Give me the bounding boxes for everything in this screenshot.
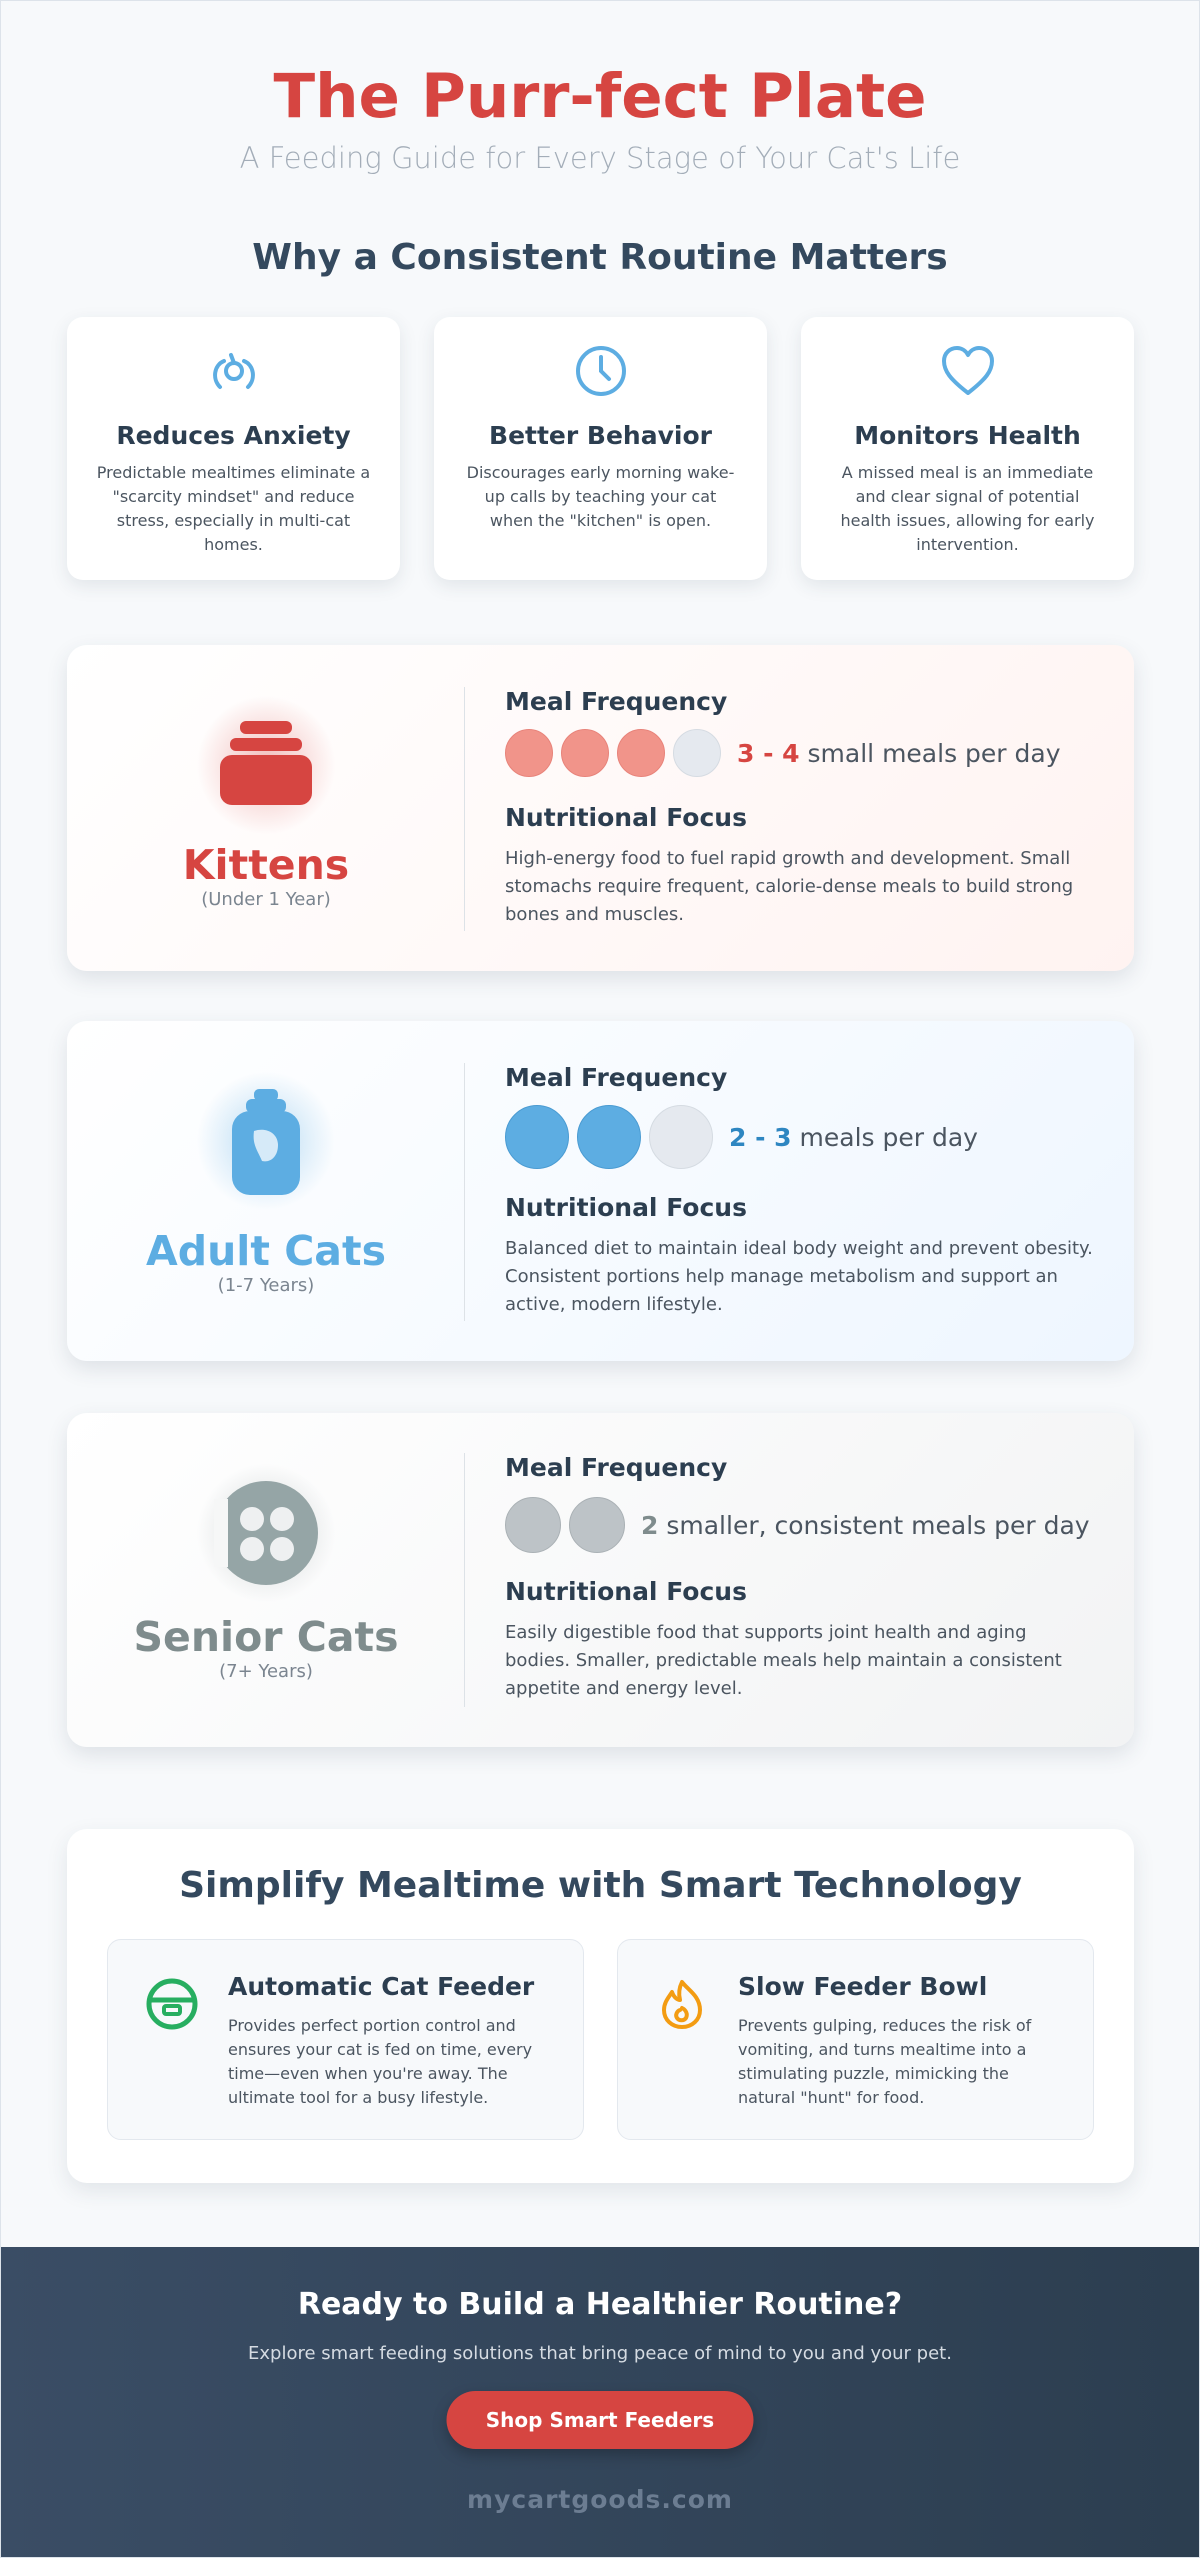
page-title: The Purr-fect Plate bbox=[273, 61, 927, 132]
meal-frequency-text bbox=[737, 739, 1061, 768]
meal-frequency-row bbox=[505, 729, 1061, 777]
tech-card-title: Automatic Cat Feeder bbox=[228, 1972, 535, 2001]
nutritional-focus-heading: Nutritional Focus bbox=[505, 1577, 747, 1606]
footer-cta-section bbox=[1, 2247, 1199, 2558]
stage-age: (1-7 Years) bbox=[217, 1275, 315, 1296]
nutritional-focus-heading: Nutritional Focus bbox=[505, 1193, 747, 1222]
meal-dot-empty bbox=[649, 1105, 713, 1169]
stage-name: Kittens bbox=[182, 841, 350, 889]
benefit-text: Discourages early morning wake-up calls by teaching your cat when the "kitchen" is open. bbox=[466, 463, 735, 530]
meal-description: small meals per day bbox=[807, 738, 1061, 768]
benefit-title: Monitors Health bbox=[854, 421, 1081, 450]
stage-divider bbox=[464, 687, 465, 931]
stage-card-senior bbox=[67, 1413, 1134, 1747]
tech-card-text: Prevents gulping, reduces the risk of vomiting, and turns mealtime into a stimulating puzzle, mimicking the natural "hunt" for food. bbox=[738, 2016, 1032, 2107]
meal-dot-filled bbox=[569, 1497, 625, 1553]
footer-text: Explore smart feeding solutions that bring peace of mind to you and your pet. bbox=[248, 2343, 952, 2364]
cat-bag-icon bbox=[196, 1071, 336, 1211]
feeder-icon bbox=[144, 1976, 200, 2032]
meal-dot-filled bbox=[505, 1105, 569, 1169]
meal-description: meals per day bbox=[799, 1122, 978, 1152]
meal-dot-empty bbox=[673, 729, 721, 777]
stage-divider bbox=[464, 1453, 465, 1707]
meal-number: 2 bbox=[641, 1510, 659, 1540]
benefit-card-behavior bbox=[434, 317, 767, 580]
nutrition-text: Balanced diet to maintain ideal body weight and prevent obesity. Consistent portions help manage metabolism and support an active, modern lifestyle. bbox=[505, 1238, 1093, 1315]
clock-icon bbox=[571, 341, 631, 401]
stage-name: Adult Cats bbox=[146, 1227, 386, 1275]
meal-frequency-text bbox=[729, 1123, 978, 1152]
benefit-card-anxiety bbox=[67, 317, 400, 580]
page-subtitle: A Feeding Guide for Every Stage of Your Cat's Life bbox=[239, 141, 961, 175]
meal-number: 2 - 3 bbox=[729, 1122, 792, 1152]
stage-card-kittens bbox=[67, 645, 1134, 971]
food-bowl-icon bbox=[196, 695, 336, 835]
meal-dot-filled bbox=[561, 729, 609, 777]
smart-technology-section bbox=[67, 1829, 1134, 2183]
meal-dot-filled bbox=[505, 1497, 561, 1553]
meal-dot-filled bbox=[617, 729, 665, 777]
benefit-text: Predictable mealtimes eliminate a "scarcity mindset" and reduce stress, especially in multi-cat homes. bbox=[96, 463, 371, 554]
routine-section-title: Why a Consistent Routine Matters bbox=[252, 237, 948, 278]
paw-icon bbox=[196, 1463, 336, 1603]
meal-frequency-row bbox=[505, 1497, 1090, 1553]
tech-card-text: Provides perfect portion control and ensures your cat is fed on time, every time—even when you're away. The ultimate tool for a busy lifestyle. bbox=[228, 2016, 533, 2107]
tech-card-title: Slow Feeder Bowl bbox=[738, 1972, 988, 2001]
meal-number: 3 - 4 bbox=[737, 738, 800, 768]
stage-card-adult bbox=[67, 1021, 1134, 1361]
benefit-title: Reduces Anxiety bbox=[116, 421, 351, 450]
shop-smart-feeders-button[interactable]: Shop Smart Feeders bbox=[447, 2391, 754, 2449]
meal-frequency-text bbox=[641, 1511, 1090, 1540]
nutrition-text: High-energy food to fuel rapid growth and development. Small stomachs require frequent, calorie-dense meals to build strong bones and muscles. bbox=[505, 848, 1074, 925]
meal-frequency-heading: Meal Frequency bbox=[505, 1453, 728, 1482]
benefit-text: A missed meal is an immediate and clear signal of potential health issues, allowing for early intervention. bbox=[840, 463, 1095, 554]
flame-icon bbox=[654, 1976, 710, 2032]
heart-icon bbox=[938, 341, 998, 401]
meal-description: smaller, consistent meals per day bbox=[666, 1510, 1090, 1540]
nutritional-focus-heading: Nutritional Focus bbox=[505, 803, 747, 832]
brain-icon bbox=[204, 341, 264, 401]
meal-dot-filled bbox=[505, 729, 553, 777]
meal-frequency-row bbox=[505, 1105, 978, 1169]
nutrition-text: Easily digestible food that supports joint health and aging bodies. Smaller, predictable meals help maintain a consistent appetite and energy level. bbox=[505, 1622, 1062, 1699]
meal-dot-filled bbox=[577, 1105, 641, 1169]
footer-title: Ready to Build a Healthier Routine? bbox=[297, 2287, 903, 2322]
stage-divider bbox=[464, 1063, 465, 1321]
meal-frequency-heading: Meal Frequency bbox=[505, 1063, 728, 1092]
tech-card-automatic-feeder bbox=[107, 1939, 584, 2140]
tech-section-title: Simplify Mealtime with Smart Technology bbox=[179, 1865, 1022, 1906]
benefit-card-health bbox=[801, 317, 1134, 580]
stage-name: Senior Cats bbox=[133, 1613, 399, 1661]
stage-age: (7+ Years) bbox=[219, 1661, 313, 1682]
site-url: mycartgoods.com bbox=[467, 2485, 733, 2514]
meal-frequency-heading: Meal Frequency bbox=[505, 687, 728, 716]
tech-card-slow-feeder bbox=[617, 1939, 1094, 2140]
benefit-title: Better Behavior bbox=[489, 421, 712, 450]
stage-age: (Under 1 Year) bbox=[201, 889, 331, 910]
